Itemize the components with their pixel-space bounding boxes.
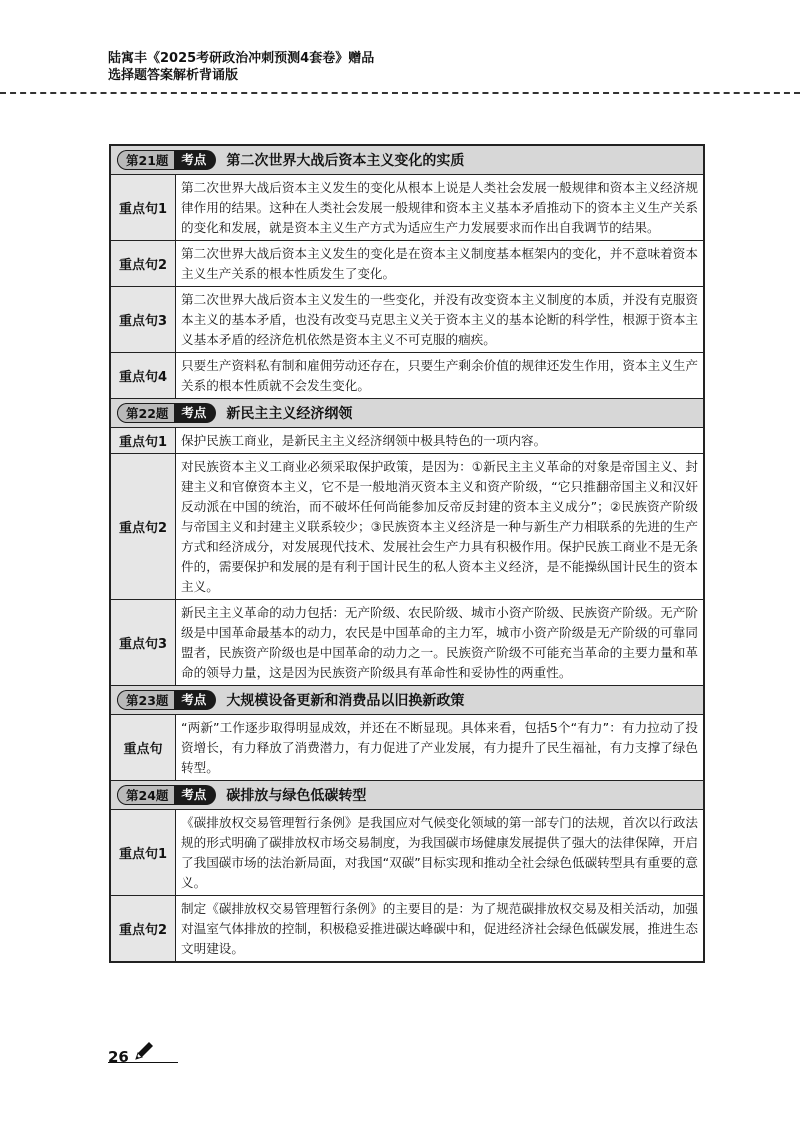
question-number: 第21题 xyxy=(117,150,175,170)
kaodian-tag: 考点 xyxy=(181,152,207,167)
section-title: 大规模设备更新和消费品以旧换新政策 xyxy=(226,693,465,709)
key-sentence-label: 重点句1 xyxy=(111,428,176,453)
key-sentence-text: 第二次世界大战后资本主义发生的变化是在资本主义制度基本框架内的变化，并不意味着资本主义生产关系的根本性质发生了变化。 xyxy=(181,246,698,281)
key-sentence-row xyxy=(111,287,703,353)
key-sentence-text: 对民族资本主义工商业必须采取保护政策，是因为：①新民主主义革命的对象是帝国主义、封建主义和官僚资本主义，它不是一般地消灭资本主义和资产阶级，“它只推翻帝国主义和汉奸反动派在中国的统治，而不破坏任何尚能参加反帝反封建的资本主义成分”；②民族资产阶级与帝国主义和封建主义联系较少；③民族资本主义经济是一种与新生产力相联系的先进的生产方式和经济成分，对发展现代技术、发展社会生产力具有积极作用。保护民族工商业不是无条件的，需要保护和发展的是有利于国计民生的私人资本主义经济，是不能操纵国计民生的资本主义。 xyxy=(181,459,698,594)
question-number: 第22题 xyxy=(117,403,175,423)
kaodian-tag: 考点 xyxy=(181,787,207,802)
key-sentence-text: 第二次世界大战后资本主义发生的一些变化，并没有改变资本主义制度的本质，并没有克服资本主义的基本矛盾，也没有改变马克思主义关于资本主义的基本论断的科学性，根源于资本主义基本矛盾的经济危机依然是资本主义不可克服的痼疾。 xyxy=(181,292,698,347)
section-title: 第二次世界大战后资本主义变化的实质 xyxy=(226,153,465,169)
kaodian-tag: 考点 xyxy=(181,405,207,420)
question-badge xyxy=(117,403,216,423)
key-sentence-text: 新民主主义革命的动力包括：无产阶级、农民阶级、城市小资产阶级、民族资产阶级。无产阶级是中国革命最基本的动力，农民是中国革命的主力军，城市小资产阶级是无产阶级的可靠同盟者，民族资产阶级也是中国革命的动力之一。民族资产阶级不可能充当革命的主要力量和革命的领导力量，这是因为民族资产阶级具有革命性和妥协性的两重性。 xyxy=(181,605,698,680)
section-header xyxy=(111,781,703,810)
key-sentence-text: 保护民族工商业，是新民主主义经济纲领中极具特色的一项内容。 xyxy=(181,433,547,448)
key-sentence-row xyxy=(111,600,703,686)
key-sentence-row xyxy=(111,454,703,600)
key-sentence-text: “两新”工作逐步取得明显成效，并还在不断显现。具体来看，包括5个“有力”：有力拉动了投资增长，有力释放了消费潜力，有力促进了产业发展，有力提升了民生福祉，有力支撑了绿色转型。 xyxy=(181,720,698,775)
question-badge xyxy=(117,150,216,170)
key-sentence-text: 制定《碳排放权交易管理暂行条例》的主要目的是：为了规范碳排放权交易及相关活动，加强对温室气体排放的控制，积极稳妥推进碳达峰碳中和，促进经济社会绿色低碳发展，推进生态文明建设。 xyxy=(181,901,698,956)
section-title: 碳排放与绿色低碳转型 xyxy=(226,788,367,804)
key-sentence-row xyxy=(111,715,703,781)
page-number: 26 xyxy=(108,1048,129,1066)
key-sentence-row xyxy=(111,241,703,287)
key-sentence-row xyxy=(111,353,703,399)
section-header xyxy=(111,146,703,175)
key-sentence-label: 重点句3 xyxy=(111,600,176,685)
section-header xyxy=(111,399,703,428)
section-title: 新民主主义经济纲领 xyxy=(226,406,353,422)
key-sentence-text: 《碳排放权交易管理暂行条例》是我国应对气候变化领域的第一部专门的法规，首次以行政法规的形式明确了碳排放权市场交易制度，为我国碳市场健康发展提供了强大的法律保障，开启了我国碳市场的法治新局面，对我国“双碳”目标实现和推动全社会绿色低碳转型具有重要的意义。 xyxy=(181,815,698,890)
key-sentence-label: 重点句3 xyxy=(111,287,176,352)
header-divider xyxy=(0,92,800,94)
question-number: 第23题 xyxy=(117,690,175,710)
question-number: 第24题 xyxy=(117,785,175,805)
kaodian-tag: 考点 xyxy=(181,692,207,707)
header-subtitle: 选择题答案解析背诵版 xyxy=(108,68,239,83)
key-sentence-row xyxy=(111,810,703,896)
key-sentence-label: 重点句2 xyxy=(111,454,176,599)
key-sentence-label: 重点句2 xyxy=(111,241,176,286)
key-sentence-row xyxy=(111,896,703,961)
key-sentence-label: 重点句1 xyxy=(111,810,176,895)
footer-underline xyxy=(108,1062,178,1063)
question-table xyxy=(109,144,705,963)
page-header xyxy=(108,50,374,84)
section-header xyxy=(111,686,703,715)
key-sentence-text: 只要生产资料私有制和雇佣劳动还存在，只要生产剩余价值的规律还发生作用，资本主义生产关系的根本性质就不会发生变化。 xyxy=(181,358,698,393)
question-badge xyxy=(117,690,216,710)
key-sentence-row xyxy=(111,428,703,454)
key-sentence-text: 第二次世界大战后资本主义发生的变化从根本上说是人类社会发展一般规律和资本主义经济规律作用的结果。这种在人类社会发展一般规律和资本主义基本矛盾推动下的资本主义生产关系的变化和发展，就是资本主义生产方式为适应生产力发展要求而作出自我调节的结果。 xyxy=(181,180,698,235)
key-sentence-label: 重点句4 xyxy=(111,353,176,398)
key-sentence-label: 重点句1 xyxy=(111,175,176,240)
key-sentence-label: 重点句2 xyxy=(111,896,176,961)
question-badge xyxy=(117,785,216,805)
key-sentence-row xyxy=(111,175,703,241)
header-book-title: 陆寓丰《2025考研政治冲刺预测4套卷》赠品 xyxy=(108,51,375,66)
key-sentence-label: 重点句 xyxy=(111,715,176,780)
